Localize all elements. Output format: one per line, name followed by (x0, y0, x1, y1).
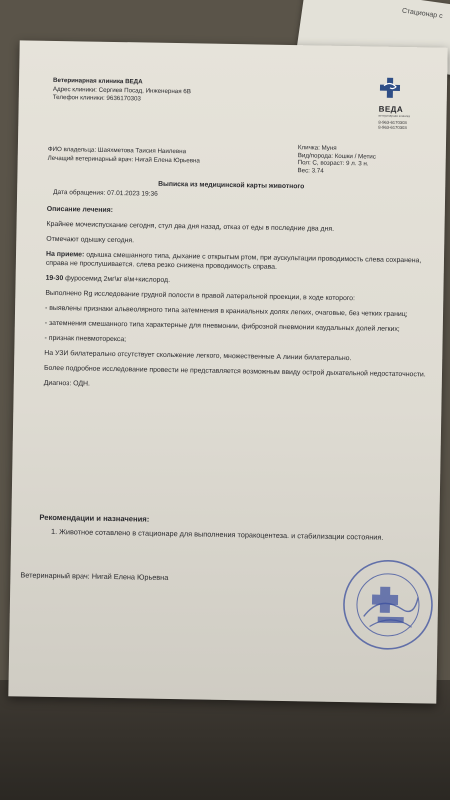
vet-cross-icon (379, 77, 401, 99)
clinic-header (53, 77, 191, 105)
document-title: Выписка из медицинской карты животного (158, 180, 305, 191)
logo-name: ВЕДА (378, 104, 404, 115)
medical-record-sheet (8, 40, 447, 703)
exam-label: На приеме: (45, 250, 85, 259)
therapy-text: фуросемид 2мг\кг в\м+кислород. (63, 275, 171, 284)
history-text: Крайнее мочеиспускание сегодня, стул два дня назад, отказ от еды в последние два дня. (46, 220, 335, 233)
logo-phones (378, 120, 438, 131)
conclusion-text: Более подробное исследование провести не представляется возможным ввиду острой дыхательной недостаточности. (43, 364, 426, 379)
therapy-paragraph (46, 274, 431, 290)
clinic-address: Адрес клиники: Сергиев Посад, Инженерная 6В (52, 85, 191, 95)
ultrasound-text: На УЗИ билатерально отсутствует скольжение легкого, множественные А линии билатерально. (44, 349, 352, 363)
background-document-text: Стационар с (401, 7, 443, 21)
clinic-stamp (339, 556, 437, 654)
exam-paragraph (46, 250, 431, 275)
signing-doctor: Ветеринарный врач: Нигай Елена Юрьевна (20, 570, 169, 582)
therapy-time: 19-30 (45, 274, 64, 283)
clinic-logo (378, 77, 439, 131)
recommendations-heading: Рекомендации и назначения: (39, 512, 150, 524)
owner-info (48, 145, 200, 166)
record-body (44, 205, 432, 401)
logo-phone-2: 8-963-6170303 (378, 124, 407, 131)
visit-date: Дата обращения: 07.01.2023 19:36 (53, 188, 158, 198)
recommendation-item: 1. Животное сотавлено в стационаре для выполнения торакоцентеза. и стабилизации состояния. (59, 527, 449, 544)
exam-text: одышка смешанного типа, дыхание с открытым ртом, при аускультации проводимость слева сохранена, справа не прослушивается. слева резко снижена проводимость справа. (45, 251, 422, 271)
xray-finding-2: - затемнения смешанного типа характерные для пневмонии, фиброзной пневмонии каудальных долей легких; (44, 319, 400, 333)
xray-finding-3: - признак пневмоторекса; (44, 334, 127, 344)
treatment-heading: Описание лечения: (46, 205, 114, 214)
xray-text: Выполнено Rg исследование грудной полости в правой латеральной проекции, в ходе которого: (45, 289, 355, 303)
clinic-name: Ветеринарная клиника ВЕДА (53, 76, 143, 86)
owner-name: ФИО владельца: Шаяхметова Таисия Наилевна (47, 145, 187, 156)
diagnosis-text: Диагноз: ОДН. (43, 379, 91, 388)
attending-doctor: Лечащий ветеринарный врач: Нигай Елена Юрьевна (47, 154, 200, 165)
clinic-phone: Телефон клиники: 9636170303 (52, 93, 141, 103)
patient-nickname: Кличка: Муня (297, 144, 337, 152)
patient-info (297, 144, 376, 175)
recommendations-list (33, 527, 449, 544)
patient-weight: Вес: 3.74 (297, 166, 324, 175)
logo-phone-1: 8-963-6170303 (378, 119, 407, 126)
xray-finding-1: - выявлены признаки альвеолярного типа затемнения в краниальных долях легких, очаговые, без четких границ; (45, 304, 408, 319)
dyspnea-text: Отмечают одышку сегодня. (46, 235, 135, 245)
patient-sex-age: Пол: С, возраст: 9 л. 3 н. (297, 159, 369, 168)
patient-species: Вид/порода: Кошки / Метис (297, 151, 376, 161)
logo-subtitle: ветеринарная клиника (378, 113, 410, 119)
